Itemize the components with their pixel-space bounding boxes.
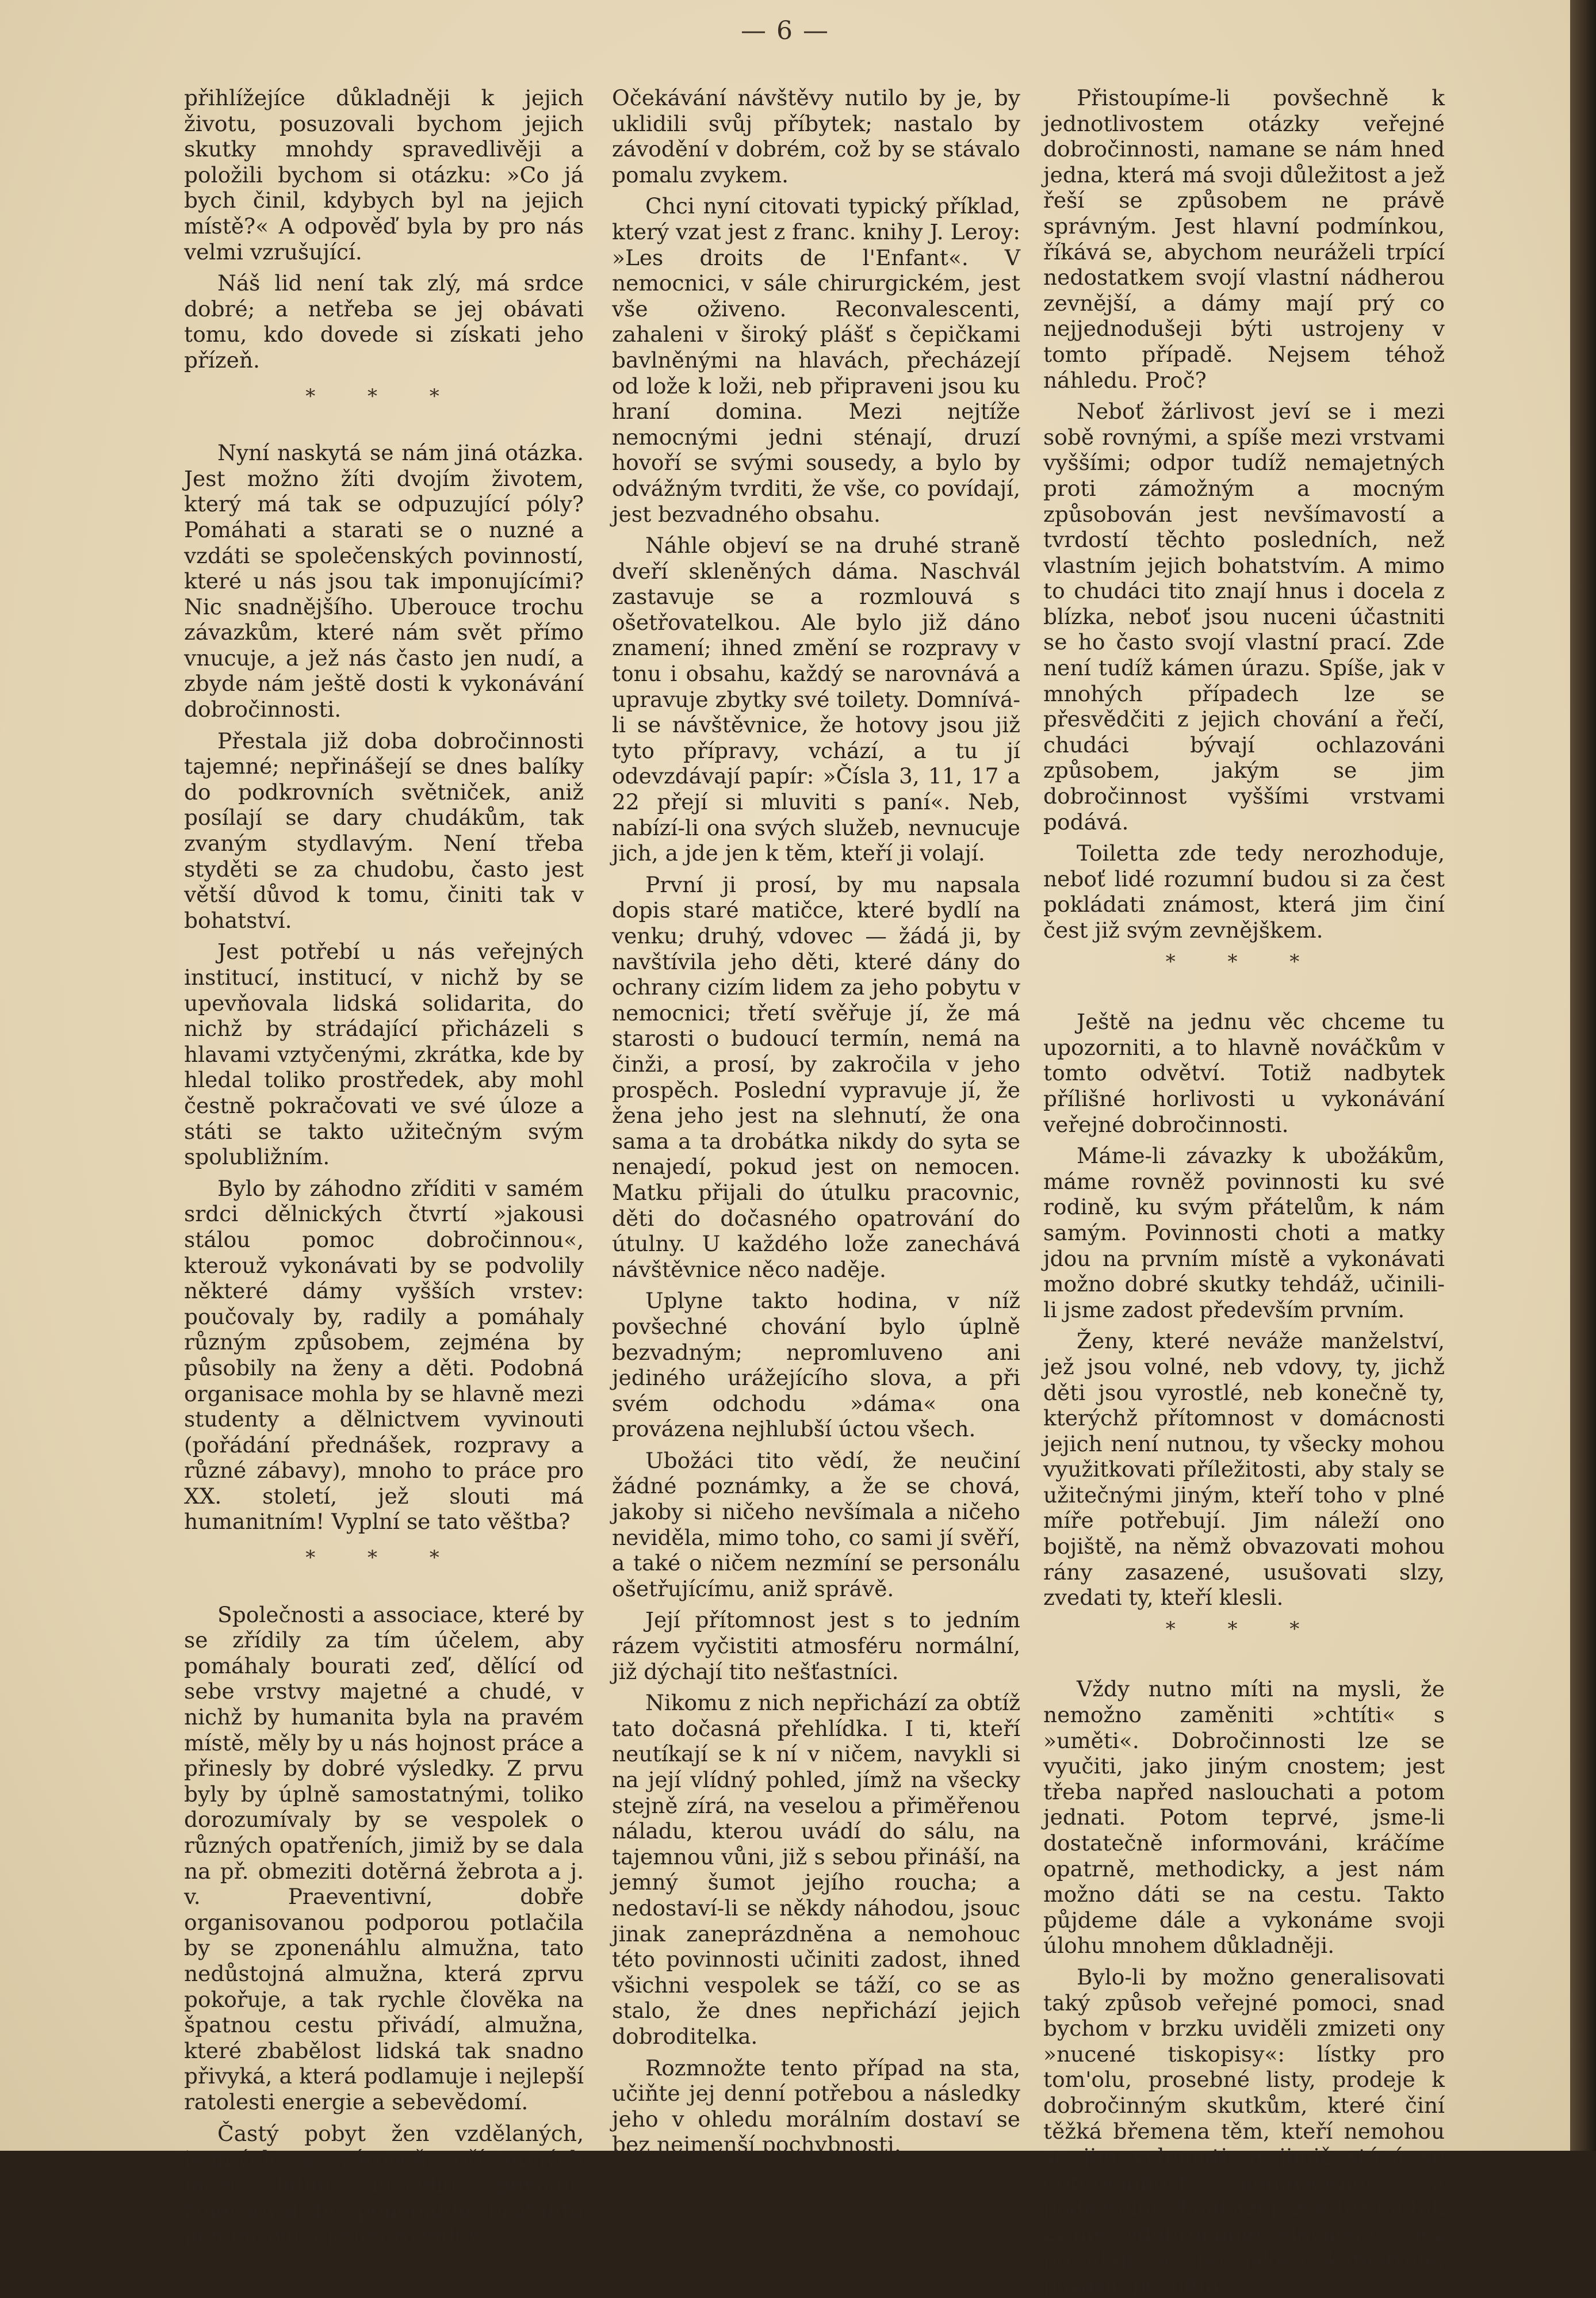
paragraph: Očekávání návštěvy nutilo by je, by uklidili svůj příbytek; nastalo by závodění v dobrém, což by se stávalo pomalu zvykem. [612, 85, 1020, 188]
column-1 [184, 85, 584, 2249]
paragraph: Máme-li závazky k ubožákům, máme rovněž povinnosti ku své rodině, ku svým přátelům, k nám samým. Povinnosti choti a matky jdou na prvním místě a vykonávati možno dobré skutky tehdáž, učinili-li jsme zadost především prvním. [1043, 1143, 1445, 1322]
paragraph: Její přítomnost jest s to jedním rázem vyčistiti atmosféru normální, již dýchají tito nešťastníci. [612, 1607, 1020, 1684]
page-edge [1570, 0, 1596, 2151]
paragraph: Přestala již doba dobročinnosti tajemné; nepřinášejí se dnes balíky do podkrovních světniček, aniž posílají se dary chudákům, tak zvaným stydlavým. Není třeba styděti se za chudobu, často jest větší důvod k tomu, činiti tak v bohatství. [184, 728, 584, 933]
paragraph: Neboť žárlivost jeví se i mezi sobě rovnými, a spíše mezi vrstvami vyššími; odpor tudíž nemajetných proti zámožným a mocným způsobován jest nevšímavostí a tvrdostí těchto posledních, než vlastním jejich bohatstvím. A mimo to chudáci tito znají hnus i docela z blízka, neboť jsou nuceni účastniti se ho často svojí vlastní prací. Zde není tudíž kámen úrazu. Spíše, jak v mnohých případech lze se přesvědčiti z jejich chování a řečí, chudáci bývají ochlazováni způsobem, jakým se jim dobročinnost vyššími vrstvami podává. [1043, 399, 1445, 835]
paragraph: Rozmnožte tento případ na sta, učiňte jej denní potřebou a následky jeho v ohledu morálním dostaví se bez nejmenší pochybnosti. [612, 2055, 1020, 2158]
section-separator: * * * [305, 1546, 462, 1570]
paragraph: Bylo-li by možno generalisovati taký způsob veřejné pomoci, snad bychom v brzku uviděli zmizeti ony »nucené tiskopisy«: lístky pro tom'olu, prosebné listy, prodeje k dobročinným skutkům, které činí těžká břemena těm, kteří nemohou se jim vyhnouti, a jimiž stává se dobročinnost nenáviděnou a podezřelou. Poukazuji zde též na tak zvané »dobročinné slavnosti«, jež pořádají se po jakési katastrofě, požáru, povodni, [1043, 1964, 1445, 2298]
paragraph: Ženy, které neváže manželství, jež jsou volné, neb vdovy, ty, jichž děti jsou vyrostlé, neb konečně ty, kterýchž přítomnost v domácnosti jejich není nutnou, ty všecky mohou využitkovati příležitosti, aby staly se užitečnými jiným, kteří toho v plné míře potřebují. Jim náleží ono bojiště, na němž obvazovati mohou rány zasazené, usušovati slzy, zvedati ty, kteří klesli. [1043, 1328, 1445, 1611]
column-2 [612, 85, 1020, 2158]
paragraph: Jest potřebí u nás veřejných institucí, institucí, v nichž by se upevňovala lidská solidarita, do nichž by strádající přicházeli s hlavami vztyčenými, zkrátka, kde by hledal toliko prostředek, aby mohl čestně pokračovati ve své úloze a státi se takto užitečným svým spolubližním. [184, 939, 584, 1170]
paragraph: Nikomu z nich nepřichází za obtíž tato dočasná přehlídka. I ti, kteří neutíkají se k ní v ničem, navykli si na její vlídný pohled, jímž na všecky stejně zírá, na veselou a přiměřenou náladu, kterou uvádí do sálu, na tajemnou vůni, již s sebou přináší, na jemný šumot jejího roucha; a nedostaví-li se někdy náhodou, jsouc jinak zaneprázdněna a nemohouc této povinnosti učiniti zadost, ihned všichni vespolek se táží, co se as stalo, že dnes nepřichází jejich dobroditelka. [612, 1690, 1020, 2049]
paragraph: Ubožáci tito vědí, že neučiní žádné poznámky, a že se chová, jakoby si ničeho nevšímala a ničeho neviděla, mimo toho, co sami jí svěří, a také o ničem nezmíní se personálu ošetřujícímu, aniž správě. [612, 1447, 1020, 1601]
paragraph: Vždy nutno míti na mysli, že nemožno zaměniti »chtíti« s »uměti«. Dobročinnosti lze se vyučiti, jako jiným cnostem; jest třeba napřed naslouchati a potom jednati. Potom teprvé, jsme-li dostatečně informováni, kráčíme opatrně, methodicky, a jest nám možno dáti se na cestu. Takto půjdeme dále a vykonáme svoji úlohu mnohem důkladněji. [1043, 1676, 1445, 1959]
paragraph: Přistoupíme-li povšechně k jednotlivostem otázky veřejné dobročinnosti, namane se nám hned jedna, která má svoji důležitost a jež řeší se způsobem ne právě správným. Jest hlavní podmínkou, říkává se, abychom neuráželi trpící nedostatkem svojí vlastní nádherou zevnější, a dámy mají prý co nejjednodušeji býti ustrojeny v tomto případě. Nejsem téhož náhledu. Proč? [1043, 85, 1445, 393]
paragraph: Náš lid není tak zlý, má srdce dobré; a netřeba se jej obávati tomu, kdo dovede si získati jeho přízeň. [184, 270, 584, 373]
section-separator: * * * [1165, 950, 1323, 973]
section-separator: * * * [1165, 1617, 1323, 1641]
paragraph: přihlížejíce důkladněji k jejich životu, posuzovali bychom jejich skutky mnohdy spravedlivěji a položili bychom si otázku: »Co já bych činil, kdybych byl na jejich místě?« A odpověď byla by pro nás velmi vzrušující. [184, 85, 584, 265]
paragraph: Chci nyní citovati typický příklad, který vzat jest z franc. knihy J. Leroy: »Les droits de l'Enfant«. V nemocnici, v sále chirurgickém, jest vše oživeno. Reconvalescenti, zahaleni v široký plášť s čepičkami bavlněnými na hlavách, přecházejí od lože k loži, neb připraveni jsou ku hraní domina. Mezi nejtíže nemocnými jedni sténají, druzí hovoří se svými sousedy, a bylo by odvážným tvrditi, že vše, co povídají, jest bezvadného obsahu. [612, 193, 1020, 527]
paragraph: Uplyne takto hodina, v níž povšechné chování bylo úplně bezvadným; nepromluveno ani jediného urážejícího slova, a při svém odchodu »dáma« ona provázena nejhlubší úctou všech. [612, 1288, 1020, 1442]
paragraph: Častý pobyt žen vzdělaných, jemných a zároveň přístupných mezi lidmi nízkého původu, zmenšoval by ponenáhlu brutalitu jich mravů a jejich rozmluv. [184, 2120, 584, 2249]
paragraph: Toiletta zde tedy nerozhoduje, neboť lidé rozumní budou si za čest pokládati známost, která jim činí čest již svým zevnějškem. [1043, 840, 1445, 943]
paragraph: První ji prosí, by mu napsala dopis staré matičce, které bydlí na venku; druhý, vdovec — žádá ji, by navštívila jeho děti, které dány do ochrany cizím lidem za jeho pobytu v nemocnici; třetí svěřuje jí, že má starosti o budoucí termín, nemá na činži, a prosí, by zakročila v jeho prospěch. Poslední vypravuje jí, že žena jeho jest na slehnutí, že ona sama a ta drobátka nikdy do syta se nenajedí, pokud jest on nemocen. Matku přijali do útulku pracovnic, děti do dočasného opatrování do útulny. U každého lože zanechává návštěvnice něco naděje. [612, 871, 1020, 1282]
paragraph: Společnosti a associace, které by se zřídily za tím účelem, aby pomáhaly bourati zeď, dělící od sebe vrstvy majetné a chudé, v nichž by humanita byla na pravém místě, měly by u nás hojnost práce a přinesly by dobré výsledky. Z prvu byly by úplně samostatnými, toliko dorozumívaly by se vespolek o různých opatřeních, jimiž by se dala na př. obmeziti dotěrná žebrota a j. v. Praeventivní, dobře organisovanou podporou potlačila by se zponenáhlu almužna, tato nedůstojná almužna, která zprvu pokořuje, a tak rychle člověka na špatnou cestu přivádí, almužna, které zbabělost lidská tak snadno přivyká, a která podlamuje i nejlepší ratolesti energie a sebevědomí. [184, 1601, 584, 2115]
paragraph: Bylo by záhodno zříditi v samém srdci dělnických čtvrtí »jakousi stálou pomoc dobročinnou«, kterouž vykonávati by se podvolily některé dámy vyšších vrstev: poučovaly by, radily a pomáhaly různým způsobem, zejména by působily na ženy a děti. Podobná organisace mohla by se hlavně mezi studenty a dělnictvem vyvinouti (pořádání přednášek, rozpravy a různé zábavy), mnoho to práce pro XX. století, jež slouti má humanitním! Vyplní se tato věštba? [184, 1175, 584, 1535]
section-separator: * * * [305, 384, 462, 408]
column-3 [1043, 85, 1445, 2298]
page-number: — 6 — [741, 16, 829, 45]
paragraph: Nyní naskytá se nám jiná otázka. Jest možno žíti dvojím životem, který má tak se odpuzující póly? Pomáhati a starati se o nuzné a vzdáti se společenských povinností, které u nás jsou tak imponujícími? Nic snadnějšího. Uberouce trochu závazkům, které nám svět přímo vnucuje, a jež nás často jen nudí, a zbyde nám ještě dosti k vykonávání dobročinnosti. [184, 440, 584, 722]
paragraph: Ještě na jednu věc chceme tu upozorniti, a to hlavně nováčkům v tomto odvětví. Totiž nadbytek přílišné horlivosti u vykonávání veřejné dobročinnosti. [1043, 1009, 1445, 1137]
paragraph: Náhle objeví se na druhé straně dveří skleněných dáma. Naschvál zastavuje se a rozmlouvá s ošetřovatelkou. Ale bylo již dáno znamení; ihned změní se rozpravy v tonu i obsahu, každý se narovnává a upravuje zbytky své toilety. Domnívá-li se návštěvnice, že hotovy jsou již tyto přípravy, vchází, a tu jí odevzdávají papír: »Čísla 3, 11, 17 a 22 přejí si mluviti s paní«. Neb, nabízí-li ona svých služeb, nevnucuje jich, a jde jen k těm, kteří ji volají. [612, 533, 1020, 866]
